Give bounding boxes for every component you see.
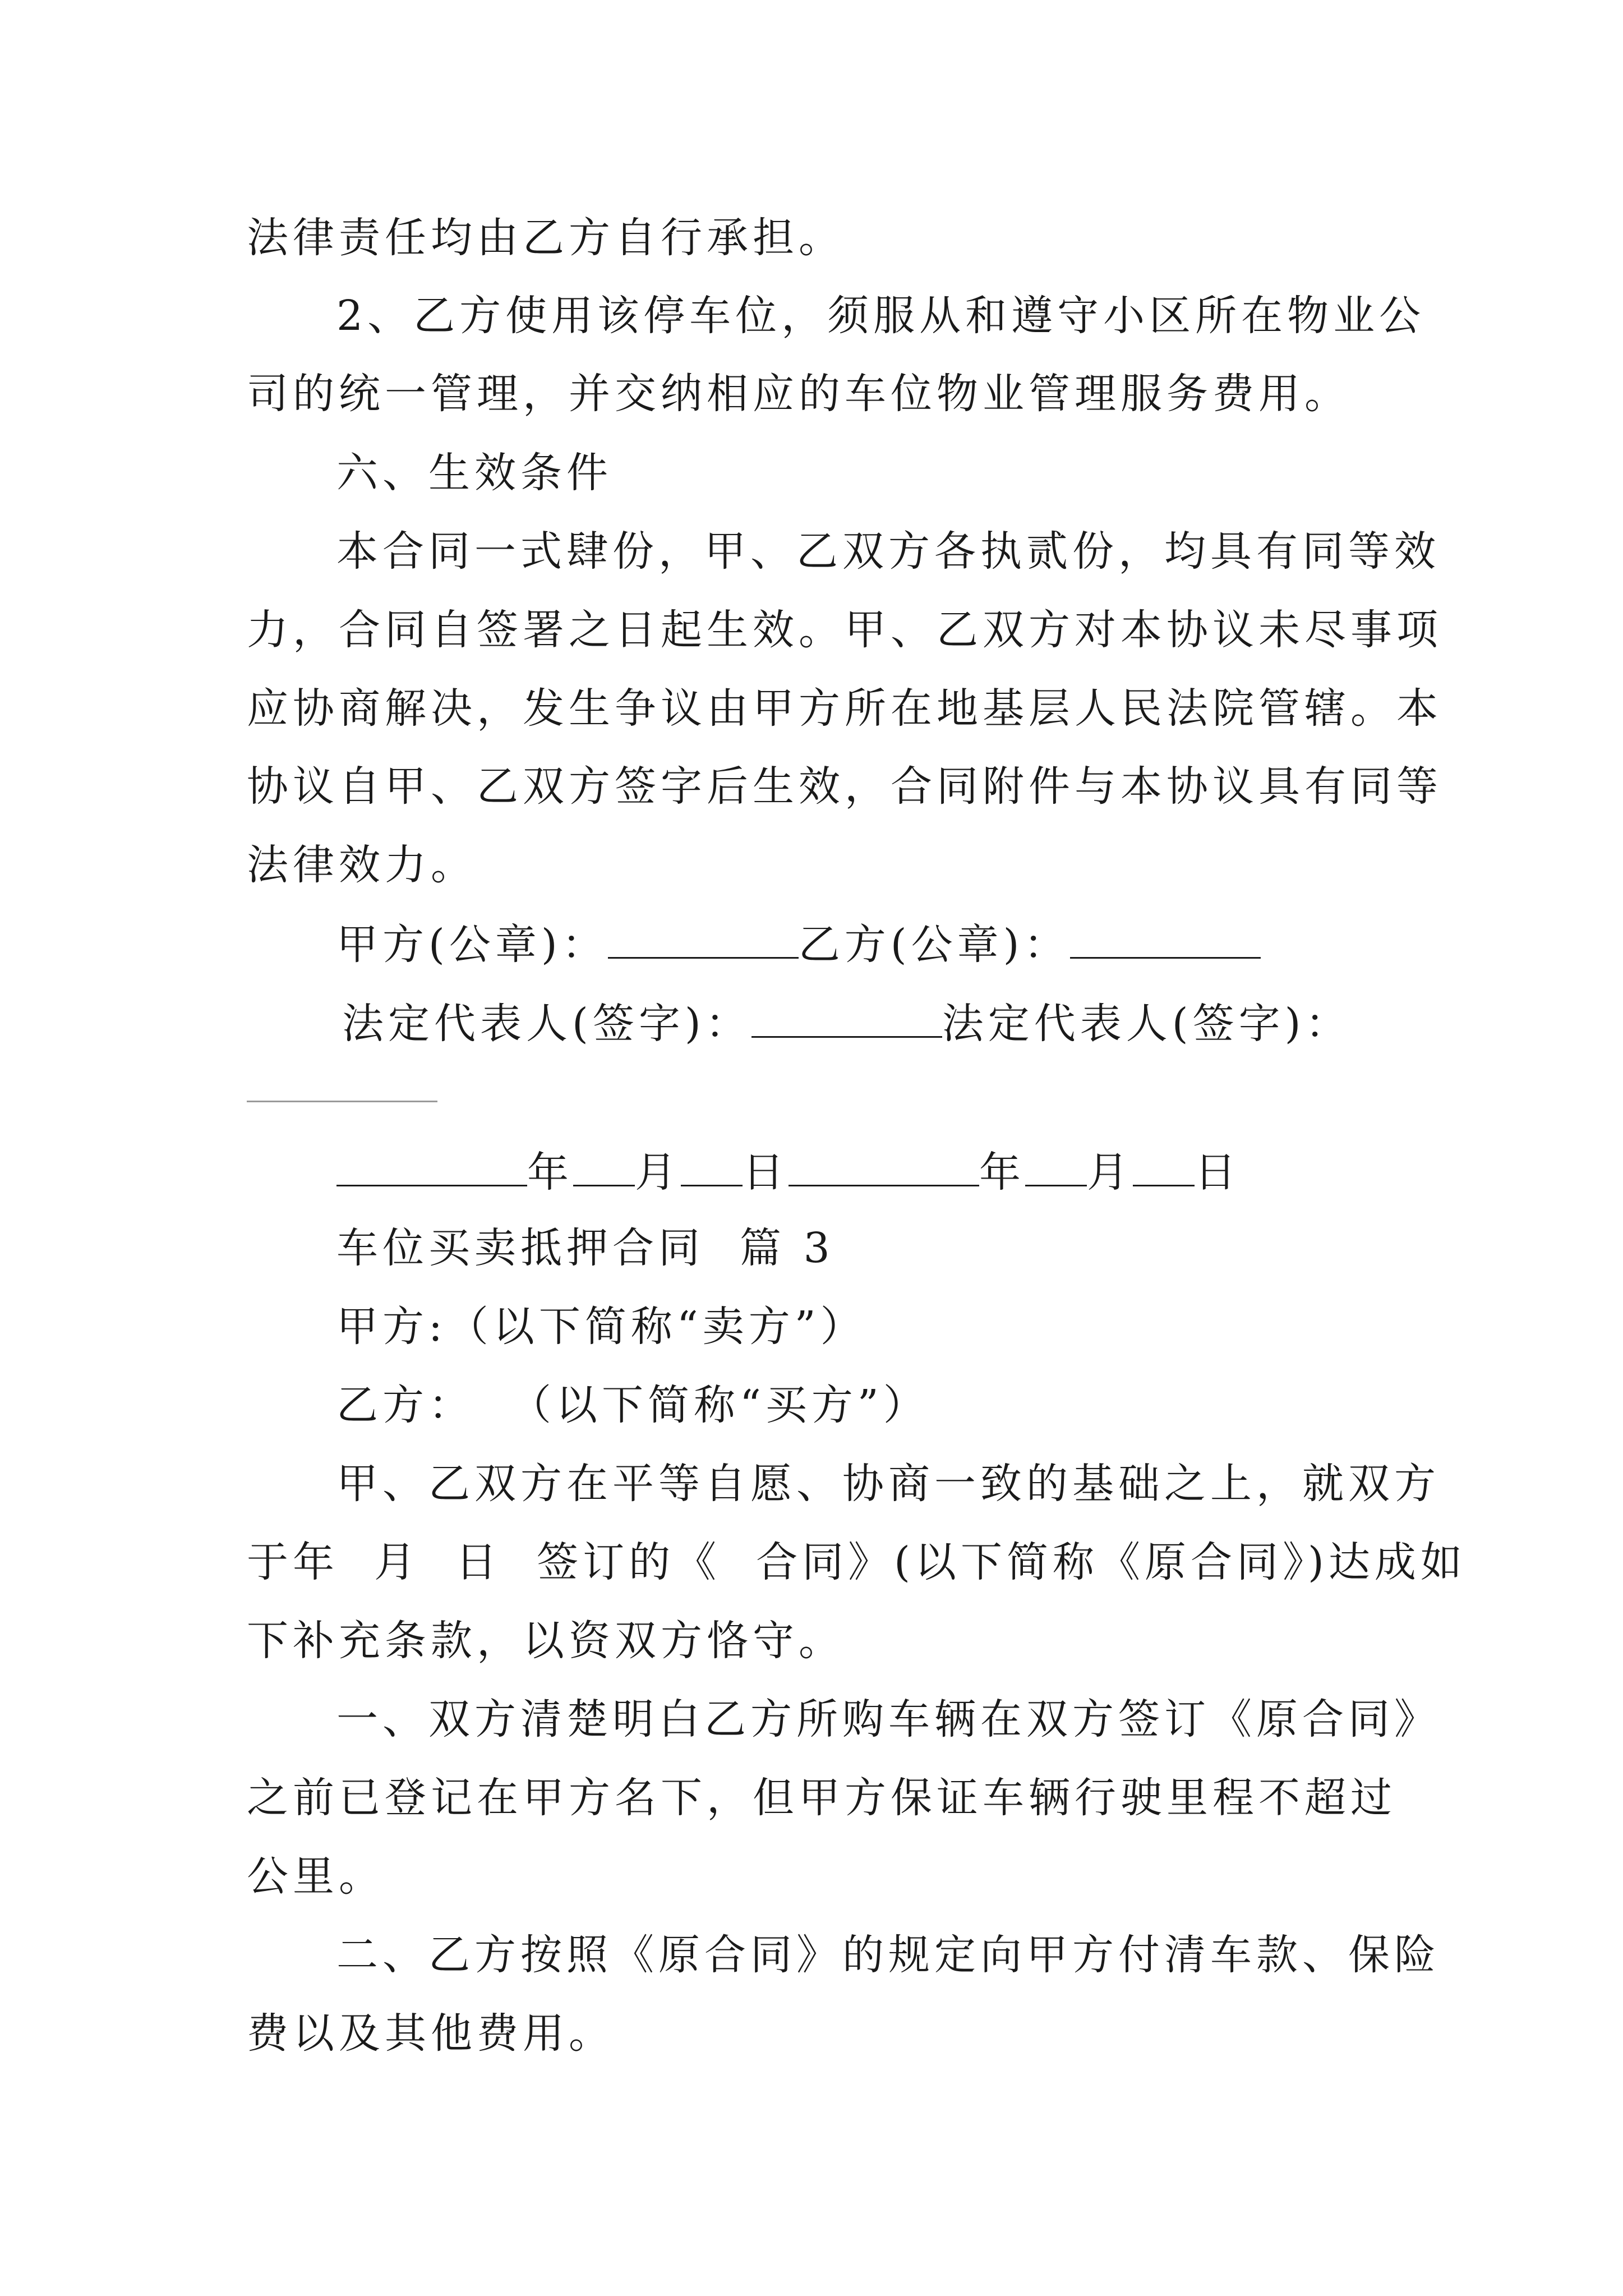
party-a-seal-label: 甲方(公章)： xyxy=(336,921,608,969)
month-label: 月 xyxy=(635,1148,681,1197)
party-b-rep-blank[interactable] xyxy=(247,1101,437,1102)
effective-clause-line-3: 应协商解决，发生争议由甲方所在地基层人民法院管辖。本 xyxy=(247,684,1442,733)
year-label: 年 xyxy=(979,1148,1025,1197)
clause-2-line-1: 2、乙方使用该停车位，须服从和遵守小区所在物业公 xyxy=(336,292,1426,340)
effective-clause-line-4: 协议自甲、乙双方签字后生效，合同附件与本协议具有同等 xyxy=(247,762,1442,811)
party-b-rep-label: 法定代表人(签字)： xyxy=(942,1000,1352,1048)
party-a-rep-label: 法定代表人(签字)： xyxy=(342,1000,751,1048)
party-a-definition: 甲方:（以下简称“卖方”） xyxy=(336,1303,866,1351)
party-b-seal-blank[interactable] xyxy=(1070,917,1261,959)
date-row xyxy=(336,1144,1241,1199)
party-a-rep-blank[interactable] xyxy=(751,996,942,1038)
date-a-blank-month[interactable] xyxy=(573,1144,635,1186)
preamble-line-1: 甲、乙双方在平等自愿、协商一致的基础之上，就双方 xyxy=(336,1460,1440,1508)
article-1-line-2: 之前已登记在甲方名下，但甲方保证车辆行驶里程不超过 xyxy=(247,1774,1396,1822)
effective-clause-line-1: 本合同一式肆份，甲、乙双方各执贰份，均具有同等效 xyxy=(336,527,1440,576)
date-b-blank-month[interactable] xyxy=(1025,1144,1087,1186)
year-label: 年 xyxy=(527,1148,573,1197)
month-label: 月 xyxy=(1087,1148,1133,1197)
article-2-line-1: 二、乙方按照《原合同》的规定向甲方付清车款、保险 xyxy=(336,1931,1440,1979)
paragraph-liability-end: 法律责任均由乙方自行承担。 xyxy=(247,214,845,262)
clause-2-line-2: 司的统一管理，并交纳相应的车位物业管理服务费用。 xyxy=(247,370,1350,418)
day-label: 日 xyxy=(1195,1148,1241,1197)
date-b-blank-day[interactable] xyxy=(1133,1144,1195,1186)
section-heading-effective-conditions: 六、生效条件 xyxy=(336,449,612,497)
date-a-blank-year[interactable] xyxy=(336,1144,527,1186)
effective-clause-line-2: 力，合同自签署之日起生效。甲、乙双方对本协议未尽事项 xyxy=(247,606,1442,654)
date-b-blank-year[interactable] xyxy=(789,1144,979,1186)
article-1-line-3: 公里。 xyxy=(247,1852,385,1901)
section-title-part-3: 车位买卖抵押合同 篇 3 xyxy=(336,1224,834,1272)
date-a-blank-day[interactable] xyxy=(681,1144,743,1186)
article-1-line-1: 一、双方清楚明白乙方所购车辆在双方签订《原合同》 xyxy=(336,1695,1440,1743)
effective-clause-line-5: 法律效力。 xyxy=(247,841,477,889)
seal-signature-row xyxy=(336,917,1261,972)
preamble-line-3: 下补充条款，以资双方恪守。 xyxy=(247,1617,845,1665)
party-b-definition: 乙方： （以下简称“买方”） xyxy=(336,1381,929,1429)
representative-signature-row xyxy=(342,996,1352,1051)
party-b-seal-label: 乙方(公章)： xyxy=(798,921,1070,969)
preamble-line-2: 于年 月 日 签订的《 合同》(以下简称《原合同》)达成如 xyxy=(247,1538,1467,1586)
article-2-line-2: 费以及其他费用。 xyxy=(247,2009,615,2058)
day-label: 日 xyxy=(743,1148,789,1197)
party-a-seal-blank[interactable] xyxy=(608,917,799,959)
